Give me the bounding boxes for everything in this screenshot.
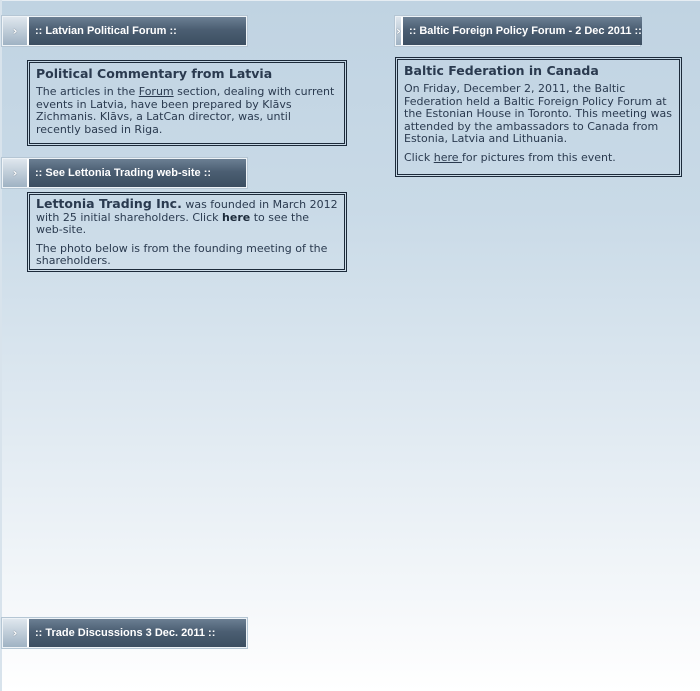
header-title: :: Latvian Political Forum :: (29, 17, 246, 45)
header-title: :: Trade Discussions 3 Dec. 2011 :: (29, 619, 246, 647)
lettonia-here-link[interactable]: here (222, 210, 251, 224)
political-commentary-box (27, 60, 347, 146)
lettonia-trading-box (27, 192, 347, 272)
forum-link[interactable]: Forum (138, 85, 174, 98)
page-left-border (0, 0, 2, 691)
baltic-pictures-text: Click here for pictures from this event. (404, 150, 616, 164)
political-commentary-text: The articles in the Forum section, dealing with current events in Latvia, have been prepared by Klāvs Zichmanis. Klāvs, a LatCan director, was, until recently based in Riga. (36, 85, 335, 136)
lettonia-company-name: Lettonia Trading Inc. (36, 196, 182, 211)
header-title: :: See Lettonia Trading web-site :: (29, 159, 246, 187)
header-lettonia-trading (2, 158, 247, 188)
arrow-icon: › (396, 17, 403, 45)
header-title: :: Baltic Foreign Policy Forum - 2 Dec 2011 :: (403, 17, 642, 45)
arrow-icon: › (3, 17, 29, 45)
political-commentary-title: Political Commentary from Latvia (36, 66, 273, 81)
lettonia-photo-caption: The photo below is from the founding meeting of the shareholders. (36, 241, 328, 267)
header-trade-discussions (2, 618, 247, 648)
arrow-icon: › (3, 159, 29, 187)
baltic-federation-box (395, 57, 682, 177)
lettonia-text: Lettonia Trading Inc. was founded in March 2012 with 25 initial shareholders. Click here to see the web-site. (36, 196, 338, 236)
arrow-icon: › (3, 619, 29, 647)
page-top-border (0, 0, 700, 1)
pictures-here-link[interactable]: here (433, 150, 463, 164)
header-baltic-foreign-policy-forum (395, 16, 640, 46)
header-latvian-political-forum (2, 16, 247, 46)
baltic-federation-title: Baltic Federation in Canada (404, 63, 599, 78)
baltic-federation-text: On Friday, December 2, 2011, the Baltic Federation held a Baltic Foreign Policy Forum at the Estonian House in Toronto. This meeting was attended by the ambassadors to Canada from Estonia, Latvia and Lithuania. (404, 82, 672, 145)
